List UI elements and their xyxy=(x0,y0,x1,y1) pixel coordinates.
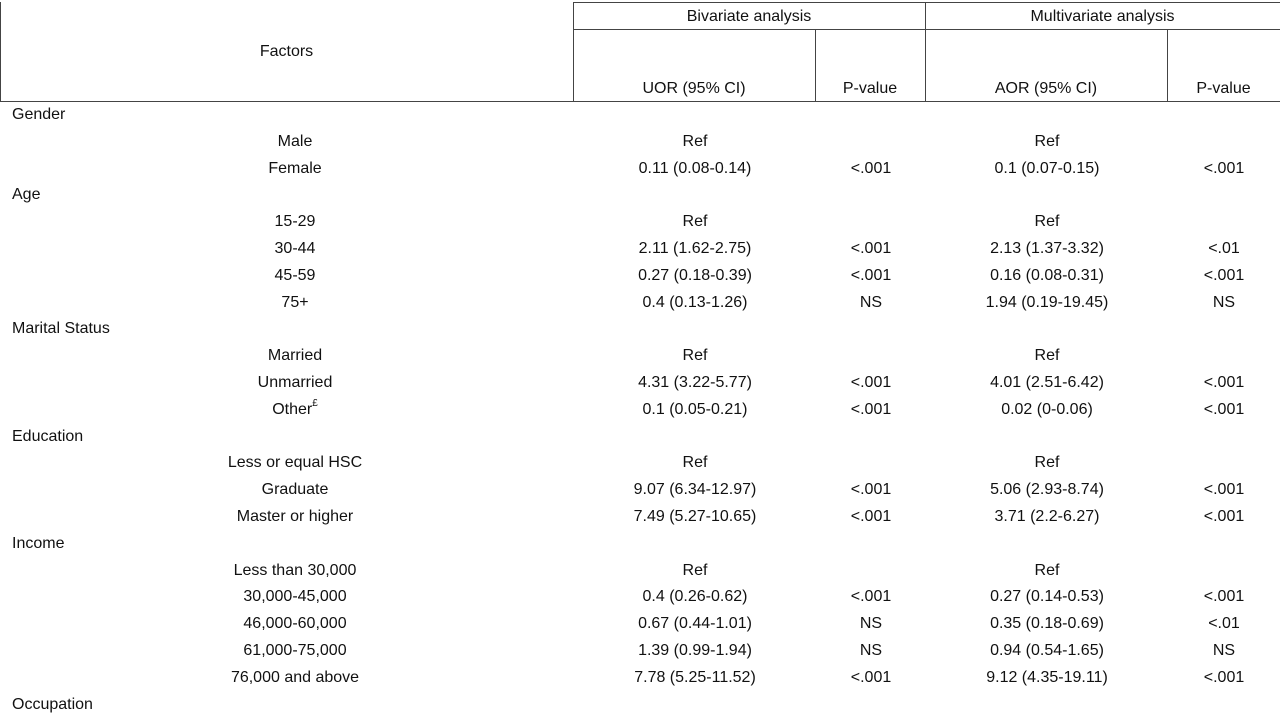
uor-cell: 0.67 (0.44-1.01) xyxy=(638,615,752,633)
level-label-text: 76,000 and above xyxy=(230,668,360,686)
table-row xyxy=(0,558,1280,584)
table-row xyxy=(0,584,1280,610)
level-label-text: Master or higher xyxy=(236,508,354,525)
uor-pvalue-cell xyxy=(816,343,926,369)
table-row xyxy=(0,665,1280,691)
uor-pvalue-cell: NS xyxy=(859,293,883,311)
uor-pvalue-cell xyxy=(816,450,926,476)
table-row xyxy=(0,504,1280,530)
level-label xyxy=(160,209,430,235)
aor-cell: 0.27 (0.14-0.53) xyxy=(990,588,1104,606)
aor-pvalue-cell xyxy=(1168,209,1280,235)
uor-cell: Ref xyxy=(682,132,708,150)
level-label-text: Unmarried xyxy=(257,374,333,391)
uor-pvalue-cell: <.001 xyxy=(850,668,892,686)
uor-pvalue-cell: <.001 xyxy=(850,400,892,418)
aor-cell: 3.71 (2.2-6.27) xyxy=(994,508,1100,525)
uor-pvalue-cell xyxy=(816,558,926,584)
aor-cell: 1.94 (0.19-19.45) xyxy=(985,293,1109,311)
level-label xyxy=(160,584,430,610)
table-row xyxy=(0,638,1280,664)
category-label: Education xyxy=(12,427,84,445)
uor-cell: 7.49 (5.27-10.65) xyxy=(633,508,757,525)
level-label xyxy=(160,290,430,316)
level-label-text: Less or equal HSC xyxy=(227,454,363,472)
table-header xyxy=(0,0,1280,102)
aor-pvalue-cell: NS xyxy=(1212,293,1236,311)
uor-cell: Ref xyxy=(682,561,708,579)
level-label xyxy=(160,129,430,155)
aor-pvalue-cell: <.001 xyxy=(1203,588,1245,606)
level-label-text: Other xyxy=(272,400,313,418)
table-row xyxy=(0,450,1280,476)
aor-pvalue-cell xyxy=(1168,343,1280,369)
level-label-text: Male xyxy=(277,132,313,150)
category-row xyxy=(0,424,1280,450)
aor-pvalue-cell: NS xyxy=(1212,642,1236,659)
aor-pvalue-cell: <.01 xyxy=(1208,615,1240,633)
aor-cell: 0.1 (0.07-0.15) xyxy=(994,159,1100,177)
level-label xyxy=(160,343,430,369)
aor-pvalue-cell: <.001 xyxy=(1203,374,1245,391)
aor-pvalue-cell xyxy=(1168,129,1280,155)
uor-pvalue-cell: <.001 xyxy=(850,588,892,606)
header-subheader-border xyxy=(573,29,1280,30)
level-label xyxy=(160,477,430,503)
table-row xyxy=(0,263,1280,289)
uor-pvalue-cell: <.001 xyxy=(850,159,892,177)
aor-cell: Ref xyxy=(1034,213,1060,231)
aor-pvalue-cell: <.001 xyxy=(1203,508,1245,525)
level-label-text: Married xyxy=(267,347,323,365)
aor-cell: 0.94 (0.54-1.65) xyxy=(990,642,1104,659)
level-label xyxy=(160,397,430,423)
aor-header: AOR (95% CI) xyxy=(994,80,1098,97)
level-label-text: 46,000-60,000 xyxy=(243,615,347,633)
aor-cell: Ref xyxy=(1034,347,1060,365)
aor-cell: 9.12 (4.35-19.11) xyxy=(986,668,1108,686)
level-label xyxy=(160,156,430,182)
level-label xyxy=(160,638,430,664)
category-label: Marital Status xyxy=(12,320,110,338)
level-label-text: Less than 30,000 xyxy=(233,561,357,579)
level-label-text: 75+ xyxy=(281,293,309,311)
aor-cell: Ref xyxy=(1034,561,1060,579)
uor-cell: 0.4 (0.26-0.62) xyxy=(642,588,748,606)
aor-pvalue-cell: <.001 xyxy=(1203,159,1245,177)
bivariate-header: Bivariate analysis xyxy=(686,8,812,25)
aor-pvalue-cell xyxy=(1168,558,1280,584)
level-label-text: 30-44 xyxy=(274,240,316,257)
aor-pvalue-cell: <.001 xyxy=(1203,668,1245,686)
level-label-text: 45-59 xyxy=(274,266,316,284)
category-row xyxy=(0,316,1280,342)
aor-pvalue-cell xyxy=(1168,450,1280,476)
category-row xyxy=(0,692,1280,718)
level-label xyxy=(160,611,430,637)
level-label-text: 15-29 xyxy=(274,213,316,231)
category-row xyxy=(0,102,1280,128)
table-row xyxy=(0,156,1280,182)
uor-cell: 2.11 (1.62-2.75) xyxy=(638,240,752,257)
level-label xyxy=(160,665,430,691)
uor-cell: Ref xyxy=(682,454,708,472)
category-label: Age xyxy=(12,186,41,204)
table-row xyxy=(0,611,1280,637)
uor-cell: 1.39 (0.99-1.94) xyxy=(638,642,752,659)
aor-cell: 2.13 (1.37-3.32) xyxy=(990,240,1104,257)
table-row xyxy=(0,343,1280,369)
aor-cell: 0.35 (0.18-0.69) xyxy=(990,615,1104,633)
uor-cell: 4.31 (3.22-5.77) xyxy=(638,374,752,391)
table-row xyxy=(0,129,1280,155)
uor-pvalue-cell xyxy=(816,129,926,155)
aor-cell: 0.02 (0-0.06) xyxy=(1001,400,1093,418)
level-label xyxy=(160,370,430,396)
level-label-text: Female xyxy=(268,159,322,177)
level-label xyxy=(160,263,430,289)
uor-cell: 0.27 (0.18-0.39) xyxy=(638,266,752,284)
uor-pvalue-cell xyxy=(816,209,926,235)
category-label: Gender xyxy=(12,106,66,123)
uor-cell: 0.11 (0.08-0.14) xyxy=(638,159,752,177)
aor-pvalue-cell: <.001 xyxy=(1203,400,1245,418)
level-label xyxy=(160,236,430,262)
uor-pvalue-cell: <.001 xyxy=(850,508,892,525)
pvalue-header-bivariate: P-value xyxy=(842,80,898,97)
uor-cell: Ref xyxy=(682,347,708,365)
uor-cell: 0.4 (0.13-1.26) xyxy=(642,293,748,311)
level-label xyxy=(160,504,430,530)
aor-cell: 4.01 (2.51-6.42) xyxy=(990,374,1104,391)
table-row xyxy=(0,477,1280,503)
multivariate-header: Multivariate analysis xyxy=(1030,8,1175,25)
level-label-text: 30,000-45,000 xyxy=(243,588,347,606)
level-label xyxy=(160,450,430,476)
uor-cell: 0.1 (0.05-0.21) xyxy=(642,400,748,418)
uor-pvalue-cell: NS xyxy=(859,615,883,633)
table-row xyxy=(0,397,1280,423)
uor-cell: 9.07 (6.34-12.97) xyxy=(633,481,757,499)
level-label-text: Graduate xyxy=(261,481,329,499)
table-row xyxy=(0,290,1280,316)
uor-header: UOR (95% CI) xyxy=(642,80,746,97)
aor-pvalue-cell: <.001 xyxy=(1203,481,1245,499)
aor-pvalue-cell: <.01 xyxy=(1208,240,1240,257)
category-label: Income xyxy=(12,534,65,552)
aor-cell: Ref xyxy=(1034,132,1060,150)
level-label xyxy=(160,558,430,584)
uor-pvalue-cell: <.001 xyxy=(850,266,892,284)
uor-cell: 7.78 (5.25-11.52) xyxy=(634,668,756,686)
uor-pvalue-cell: NS xyxy=(859,642,883,659)
category-row xyxy=(0,531,1280,557)
table-row xyxy=(0,370,1280,396)
aor-pvalue-cell: <.001 xyxy=(1203,266,1245,284)
table-row xyxy=(0,209,1280,235)
category-row xyxy=(0,182,1280,208)
uor-cell: Ref xyxy=(682,213,708,231)
pvalue-header-multivariate: P-value xyxy=(1196,80,1251,97)
uor-pvalue-cell: <.001 xyxy=(850,481,892,499)
category-label: Occupation xyxy=(12,695,93,713)
uor-pvalue-cell: <.001 xyxy=(850,240,892,257)
aor-cell: 5.06 (2.93-8.74) xyxy=(990,481,1104,499)
aor-cell: Ref xyxy=(1034,454,1060,472)
uor-pvalue-cell: <.001 xyxy=(850,374,892,391)
factors-header: Factors xyxy=(259,43,314,60)
level-label-text: 61,000-75,000 xyxy=(243,642,347,659)
header-top-border xyxy=(573,2,1280,3)
aor-cell: 0.16 (0.08-0.31) xyxy=(990,266,1104,284)
footnote-marker: £ xyxy=(312,397,318,409)
table-row xyxy=(0,236,1280,262)
